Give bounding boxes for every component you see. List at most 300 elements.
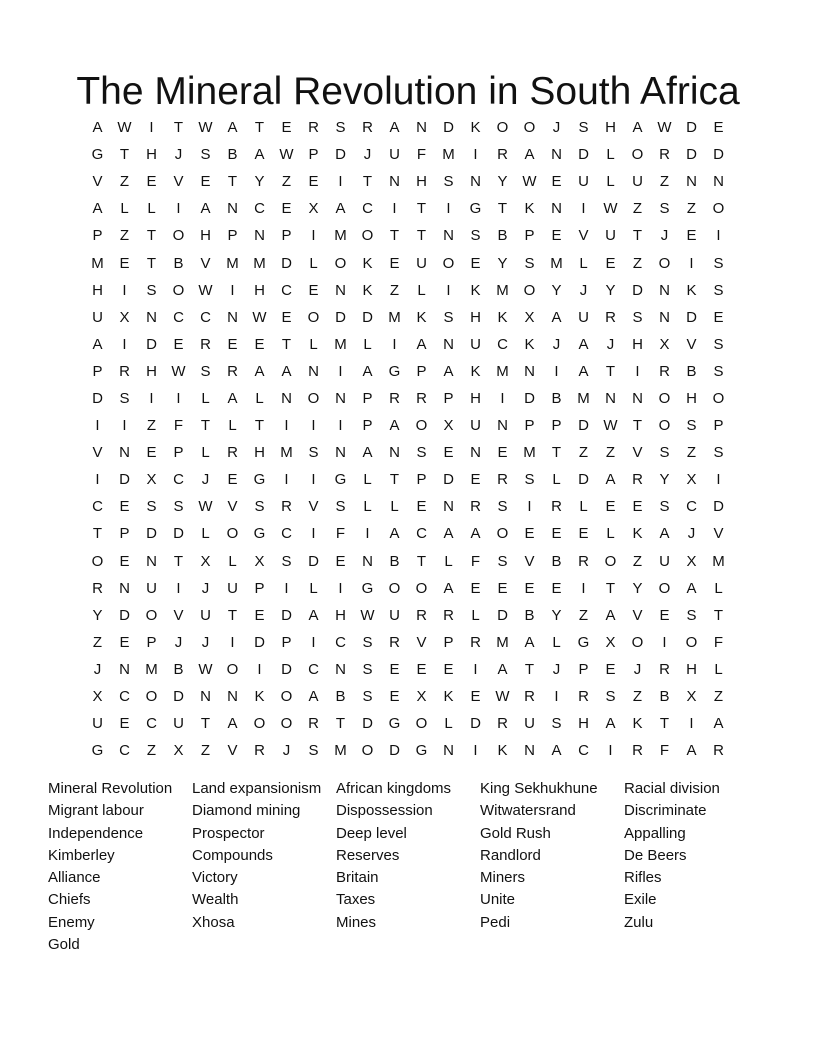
grid-letter: L [606,525,615,543]
grid-letter: R [416,389,427,407]
grid-letter: C [119,688,130,706]
grid-letter: S [605,688,616,706]
grid-letter: R [713,742,724,760]
grid-letter: K [254,688,265,706]
grid-letter: Z [92,633,103,651]
grid-letter: E [119,633,130,651]
grid-letter: P [146,633,157,651]
grid-letter: P [524,417,535,435]
grid-letter: L [714,579,723,597]
grid-letter: R [281,498,292,516]
grid-row [84,141,732,168]
grid-letter: T [713,606,724,624]
grid-letter: X [200,552,211,570]
grid-letter: W [603,200,618,218]
grid-letter: I [716,227,721,245]
grid-letter: X [524,308,535,326]
grid-letter: K [497,742,508,760]
grid-letter: M [523,444,536,462]
grid-letter: J [201,579,210,597]
grid-letter: D [173,688,184,706]
grid-letter: F [659,742,670,760]
grid-letter: Y [92,606,103,624]
grid-letter: C [254,200,265,218]
grid-row [84,114,732,141]
grid-letter: I [689,715,694,733]
grid-letter: I [257,660,262,678]
grid-row [84,629,732,656]
grid-letter: Z [605,444,616,462]
grid-letter: J [174,633,183,651]
grid-letter: I [311,417,316,435]
grid-letter: E [173,335,184,353]
word-list-item: Appalling [624,824,686,842]
grid-letter: I [662,633,667,651]
grid-letter: I [473,660,478,678]
grid-letter: L [606,146,615,164]
grid-letter: E [146,173,157,191]
grid-letter: M [550,254,563,272]
grid-letter: V [92,444,103,462]
grid-letter: I [392,200,397,218]
grid-letter: G [334,471,347,489]
grid-letter: E [470,254,481,272]
word-list-item: Mineral Revolution [48,780,173,797]
grid-letter: A [686,579,697,597]
grid-letter: T [173,119,184,137]
grid-letter: A [605,606,616,624]
grid-letter: P [578,660,589,678]
grid-letter: F [335,525,346,543]
word-list-item: Miners [480,869,526,887]
grid-letter: N [335,281,346,299]
grid-letter: S [713,281,724,299]
grid-letter: A [92,119,103,137]
grid-row [84,737,732,764]
grid-letter: S [497,498,508,516]
grid-letter: L [552,471,561,489]
grid-letter: Y [497,254,508,272]
grid-letter: O [631,146,644,164]
grid-letter: O [685,633,698,651]
grid-letter: X [659,335,670,353]
grid-letter: W [495,688,510,706]
grid-letter: O [415,579,428,597]
grid-letter: N [281,389,292,407]
grid-letter: J [282,742,291,760]
grid-letter: R [227,362,238,380]
grid-letter: R [497,715,508,733]
grid-letter: I [581,200,586,218]
grid-letter: N [227,308,238,326]
grid-letter: R [497,471,508,489]
grid-letter: S [659,200,670,218]
grid-letter: S [659,498,670,516]
grid-letter: V [632,606,643,624]
grid-letter: A [470,525,481,543]
grid-letter: O [658,579,671,597]
word-list-item: Exile [624,891,657,909]
grid-letter: E [389,688,400,706]
grid-letter: U [524,715,535,733]
grid-letter: R [470,498,481,516]
grid-letter: E [470,688,481,706]
grid-letter: A [254,146,265,164]
grid-letter: L [309,254,318,272]
grid-letter: R [416,606,427,624]
grid-row [84,385,732,412]
grid-letter: T [416,200,427,218]
grid-letter: L [120,200,129,218]
grid-letter: E [389,254,400,272]
grid-letter: A [92,335,103,353]
grid-letter: Z [632,254,643,272]
grid-letter: D [632,281,643,299]
grid-letter: J [201,471,210,489]
grid-letter: N [119,444,130,462]
grid-letter: R [308,715,319,733]
grid-letter: N [119,660,130,678]
grid-letter: S [119,389,130,407]
grid-letter: R [362,119,373,137]
grid-letter: Z [389,281,400,299]
grid-letter: M [712,552,725,570]
grid-letter: M [91,254,104,272]
grid-letter: P [92,362,103,380]
grid-letter: H [254,281,265,299]
grid-letter: R [524,688,535,706]
grid-letter: A [578,362,589,380]
grid-letter: P [416,362,427,380]
grid-letter: K [470,362,481,380]
grid-letter: X [686,552,697,570]
grid-letter: N [443,742,454,760]
grid-letter: E [524,579,535,597]
grid-letter: A [254,362,265,380]
grid-letter: O [712,389,725,407]
grid-letter: S [686,606,697,624]
grid-letter: V [227,742,238,760]
grid-letter: L [309,579,318,597]
grid-letter: O [334,254,347,272]
grid-letter: R [605,308,616,326]
grid-letter: E [254,335,265,353]
word-list-item: Taxes [336,891,376,909]
grid-letter: E [416,498,427,516]
grid-letter: A [200,200,211,218]
grid-letter: T [389,471,400,489]
grid-letter: O [361,227,374,245]
grid-letter: K [362,254,373,272]
grid-letter: E [281,119,292,137]
grid-letter: I [311,633,316,651]
grid-letter: S [146,281,157,299]
grid-letter: R [389,633,400,651]
grid-letter: P [308,146,319,164]
grid-letter: O [523,281,536,299]
grid-letter: R [578,552,589,570]
grid-letter: C [335,633,346,651]
grid-letter: E [308,173,319,191]
grid-letter: T [146,254,157,272]
grid-letter: L [363,471,372,489]
grid-letter: L [417,281,426,299]
grid-letter: I [554,688,559,706]
grid-letter: W [198,119,213,137]
grid-letter: A [227,119,238,137]
grid-letter: C [686,498,697,516]
grid-letter: N [416,119,427,137]
grid-letter: N [227,200,238,218]
grid-letter: C [281,281,292,299]
grid-letter: U [92,308,103,326]
grid-letter: D [389,742,400,760]
grid-letter: V [227,498,238,516]
grid-letter: U [173,715,184,733]
grid-letter: Z [146,417,157,435]
grid-letter: J [687,525,696,543]
word-list-item: Alliance [48,869,101,887]
grid-row [84,222,732,249]
grid-letter: U [389,146,400,164]
grid-letter: T [200,417,211,435]
grid-letter: M [280,444,293,462]
grid-letter: Z [146,742,157,760]
grid-letter: D [713,146,724,164]
grid-letter: N [389,173,400,191]
grid-letter: K [443,688,454,706]
grid-letter: C [92,498,103,516]
grid-letter: T [254,417,265,435]
word-list-item: Diamond mining [192,802,301,820]
word-list-item: De Beers [624,846,687,864]
grid-letter: D [443,119,454,137]
grid-letter: K [686,281,697,299]
grid-letter: M [334,742,347,760]
grid-letter: A [443,362,454,380]
grid-letter: D [146,335,157,353]
grid-letter: I [230,281,235,299]
grid-letter: A [605,715,616,733]
grid-letter: E [551,227,562,245]
grid-letter: M [388,308,401,326]
grid-letter: A [281,362,292,380]
grid-letter: D [443,471,454,489]
grid-letter: A [227,389,238,407]
grid-letter: N [227,688,238,706]
grid-letter: N [335,389,346,407]
grid-letter: H [200,227,211,245]
grid-letter: L [471,606,480,624]
grid-letter: E [551,173,562,191]
grid-letter: I [392,335,397,353]
grid-letter: G [91,146,104,164]
grid-letter: X [686,471,697,489]
word-list-item: Discriminate [624,802,707,820]
grid-letter: V [308,498,319,516]
grid-letter: R [632,742,643,760]
grid-letter: C [146,715,157,733]
grid-letter: I [635,362,640,380]
grid-letter: H [335,606,346,624]
grid-letter: S [335,119,346,137]
word-list-item: Compounds [192,846,273,864]
grid-letter: C [281,525,292,543]
grid-letter: N [497,417,508,435]
grid-letter: N [551,146,562,164]
grid-letter: E [605,498,616,516]
grid-letter: V [200,254,211,272]
grid-letter: F [173,417,184,435]
grid-letter: T [227,606,238,624]
grid-letter: A [713,715,724,733]
grid-letter: I [176,200,181,218]
grid-row [84,412,732,439]
grid-letter: X [254,552,265,570]
grid-letter: P [92,227,103,245]
grid-row [84,710,732,737]
grid-letter: E [308,281,319,299]
word-list-item: Prospector [192,824,265,842]
word-list-item: Pedi [480,913,511,931]
grid-letter: T [497,200,508,218]
grid-letter: S [713,335,724,353]
grid-letter: S [443,173,454,191]
grid-letter: F [470,552,481,570]
grid-letter: Y [605,281,616,299]
grid-letter: T [605,579,616,597]
grid-letter: J [93,660,102,678]
grid-letter: R [659,146,670,164]
grid-letter: K [632,715,643,733]
word-list-item: Racial division [624,780,720,797]
grid-letter: S [713,362,724,380]
grid-letter: I [338,173,343,191]
grid-letter: J [363,146,372,164]
grid-letter: X [119,308,130,326]
grid-letter: X [173,742,184,760]
grid-letter: U [389,606,400,624]
grid-letter: D [713,498,724,516]
grid-letter: N [443,227,454,245]
grid-letter: L [255,389,264,407]
grid-letter: E [443,660,454,678]
grid-letter: E [497,444,508,462]
grid-letter: R [227,444,238,462]
grid-letter: G [253,471,266,489]
grid-letter: R [578,688,589,706]
grid-letter: P [227,227,238,245]
grid-letter: H [686,660,697,678]
grid-letter: E [443,444,454,462]
grid-letter: M [442,146,455,164]
grid-letter: L [363,498,372,516]
grid-letter: X [416,688,427,706]
grid-letter: E [605,660,616,678]
grid-letter: I [176,389,181,407]
grid-letter: V [524,552,535,570]
grid-letter: A [227,715,238,733]
grid-letter: Y [497,173,508,191]
grid-letter: N [443,335,454,353]
grid-letter: V [173,606,184,624]
grid-letter: E [713,119,724,137]
grid-letter: L [579,254,588,272]
grid-letter: O [280,715,293,733]
grid-letter: I [95,471,100,489]
grid-letter: W [279,146,294,164]
grid-row [84,656,732,683]
grid-letter: N [119,579,130,597]
grid-row [84,683,732,710]
word-list-item: Rifles [624,869,662,887]
grid-letter: M [145,660,158,678]
grid-row [84,358,732,385]
grid-letter: U [146,579,157,597]
grid-letter: A [389,525,400,543]
grid-letter: M [226,254,239,272]
grid-letter: T [335,715,346,733]
grid-letter: X [605,633,616,651]
grid-letter: U [605,227,616,245]
grid-letter: I [716,471,721,489]
grid-letter: I [446,281,451,299]
grid-letter: O [604,552,617,570]
grid-letter: J [552,119,561,137]
grid-letter: R [200,335,211,353]
grid-letter: A [308,688,319,706]
grid-letter: N [254,227,265,245]
grid-letter: A [389,417,400,435]
grid-letter: O [91,552,104,570]
grid-letter: O [307,308,320,326]
grid-letter: G [388,362,401,380]
word-list-item: Xhosa [192,913,235,931]
grid-letter: K [470,119,481,137]
grid-letter: Y [659,471,670,489]
grid-letter: D [119,471,130,489]
grid-letter: N [335,444,346,462]
grid-letter: U [578,173,589,191]
grid-letter: C [578,742,589,760]
grid-letter: I [176,579,181,597]
grid-letter: I [95,417,100,435]
grid-letter: D [578,146,589,164]
grid-letter: D [92,389,103,407]
grid-letter: N [146,552,157,570]
grid-letter: A [92,200,103,218]
grid-letter: B [551,389,562,407]
grid-letter: K [362,281,373,299]
grid-letter: O [226,525,239,543]
grid-letter: D [578,471,589,489]
grid-letter: L [201,444,210,462]
grid-letter: J [633,660,642,678]
grid-letter: E [119,254,130,272]
grid-letter: H [605,119,616,137]
grid-letter: A [686,742,697,760]
grid-letter: E [389,660,400,678]
grid-letter: T [173,552,184,570]
grid-letter: D [524,389,535,407]
grid-letter: T [416,227,427,245]
grid-letter: V [578,227,589,245]
grid-letter: P [281,633,292,651]
grid-letter: R [497,146,508,164]
grid-letter: I [554,362,559,380]
grid-letter: T [605,362,616,380]
grid-letter: N [551,200,562,218]
